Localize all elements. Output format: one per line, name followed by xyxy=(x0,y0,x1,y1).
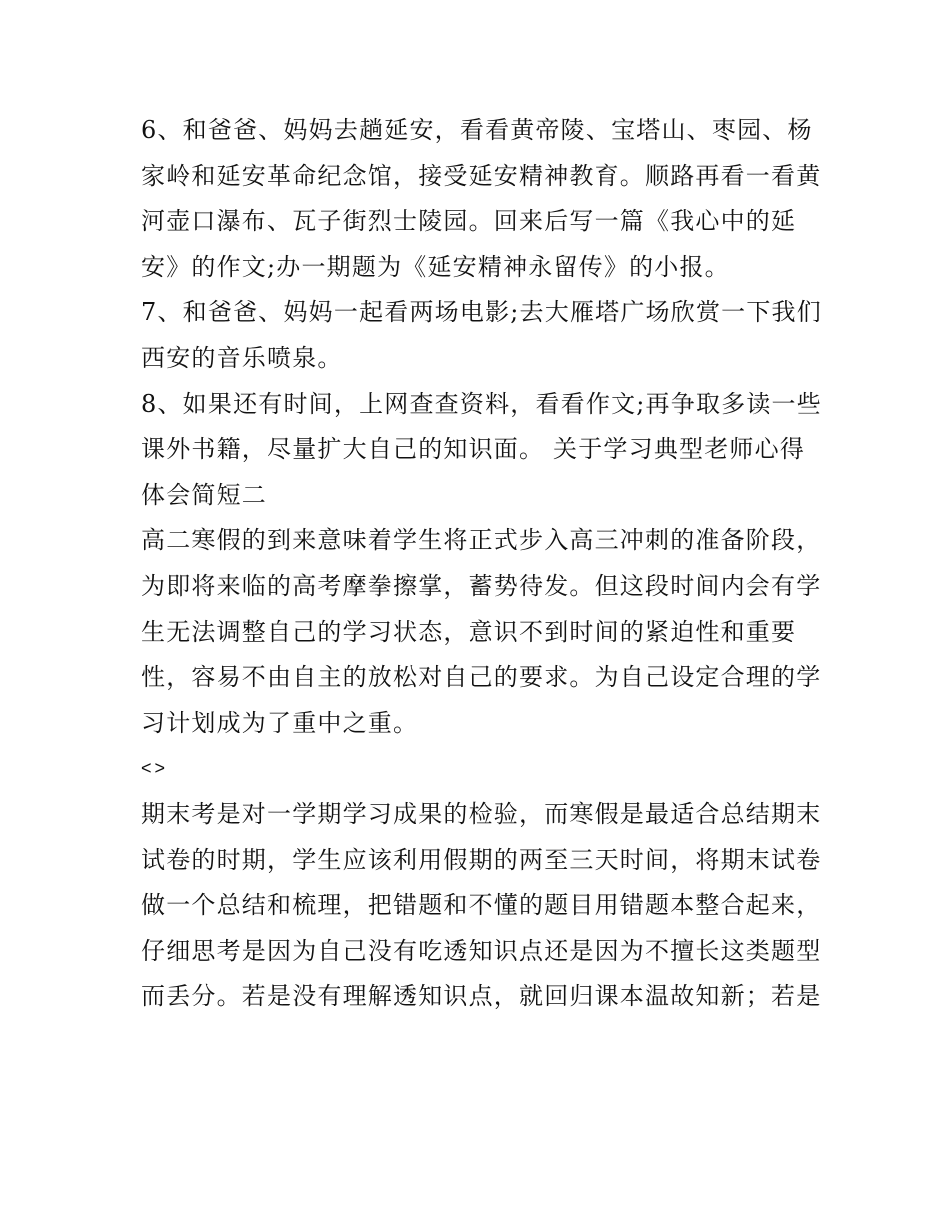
text-line: 河壶口瀑布、瓦子街烈士陵园。回来后写一篇《我心中的延 xyxy=(141,207,797,236)
document-body xyxy=(141,108,821,1020)
text-line: 性，容易不由自主的放松对自己的要求。为自己设定合理的学 xyxy=(141,663,822,692)
text-line: 习计划成为了重中之重。 xyxy=(141,708,419,737)
text-line: 生无法调整自己的学习状态，意识不到时间的紧迫性和重要 xyxy=(141,617,797,646)
text-line: 7、和爸爸、妈妈一起看两场电影;去大雁塔广场欣赏一下我们 xyxy=(141,298,822,327)
text-line: 家岭和延安革命纪念馆，接受延安精神教育。顺路再看一看黄 xyxy=(141,161,822,190)
text-line: 安》的作文;办一期题为《延安精神永留传》的小报。 xyxy=(141,252,730,281)
text-line: 做一个总结和梳理，把错题和不懂的题目用错题本整合起来， xyxy=(141,891,822,920)
text-line: 而丢分。若是没有理解透知识点，就回归课本温故知新；若是 xyxy=(141,982,822,1011)
text-line: 仔细思考是因为自己没有吃透知识点还是因为不擅长这类题型 xyxy=(141,936,822,965)
text-line: 为即将来临的高考摩拳擦掌，蓄势待发。但这段时间内会有学 xyxy=(141,571,822,600)
text-line: 高二寒假的到来意味着学生将正式步入高三冲刺的准备阶段， xyxy=(141,526,822,555)
text-line: 西安的音乐喷泉。 xyxy=(141,343,343,372)
text-line: 8、如果还有时间，上网查查资料，看看作文;再争取多读一些 xyxy=(141,389,822,418)
angle-bracket-marker: <> xyxy=(141,758,169,779)
text-line: 期末考是对一学期学习成果的检验，而寒假是最适合总结期末 xyxy=(141,799,822,828)
text-line: 试卷的时期，学生应该利用假期的两至三天时间，将期末试卷 xyxy=(141,845,822,874)
text-line: 6、和爸爸、妈妈去趟延安，看看黄帝陵、宝塔山、枣园、杨 xyxy=(141,116,813,144)
text-line: 体会简短二 xyxy=(141,480,267,509)
text-line: 课外书籍，尽量扩大自己的知识面。 关于学习典型老师心得 xyxy=(141,435,806,464)
